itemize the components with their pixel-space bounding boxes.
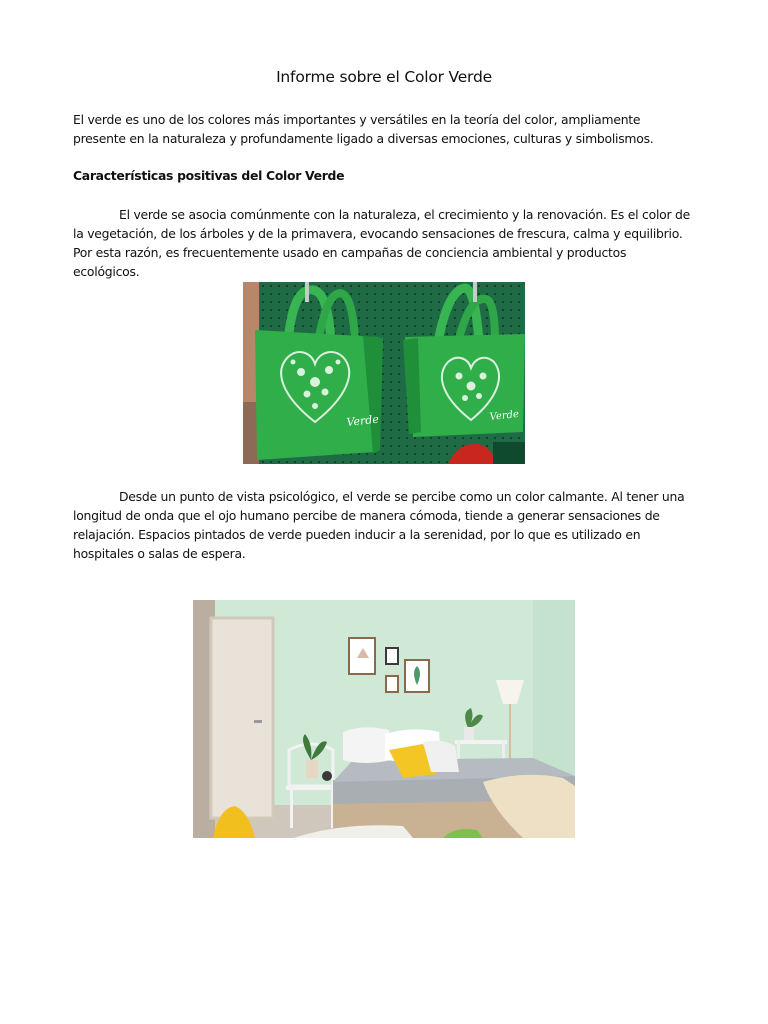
paragraph-psychology: Desde un punto de vista psicológico, el verde se percibe como un color calmante. Al tener una longitud de onda que el ojo humano percibe de manera cómoda, tiende a generar sensaciones de relajación. Espacios pintados de verde pueden inducir a la serenidad, por lo que es utilizado en hospitales o salas de espera. [73,489,685,561]
bedroom-image [193,600,575,838]
bag-print-right: Verde [489,408,520,423]
wall-frame-small [386,648,398,664]
bag-print-left: Verde [345,412,380,429]
tote-bags-image [243,282,525,464]
paragraph-nature: El verde se asocia comúnmente con la naturaleza, el crecimiento y la renovación. Es el color de la vegetación, de los árboles y de la primavera, evocando sensaciones de frescura, calma y equilibrio. Por esta razón, es frecuentemente usado en campañas de conciencia ambiental y productos ecológicos. [73,207,690,279]
document-title: Informe sobre el Color Verde [276,68,492,86]
section-heading: Características positivas del Color Verde [73,168,345,183]
intro-paragraph: El verde es uno de los colores más importantes y versátiles en la teoría del color, ampliamente presente en la naturaleza y profundamente ligado a diversas emociones, culturas y simbolismos. [73,112,654,146]
door [211,618,273,818]
